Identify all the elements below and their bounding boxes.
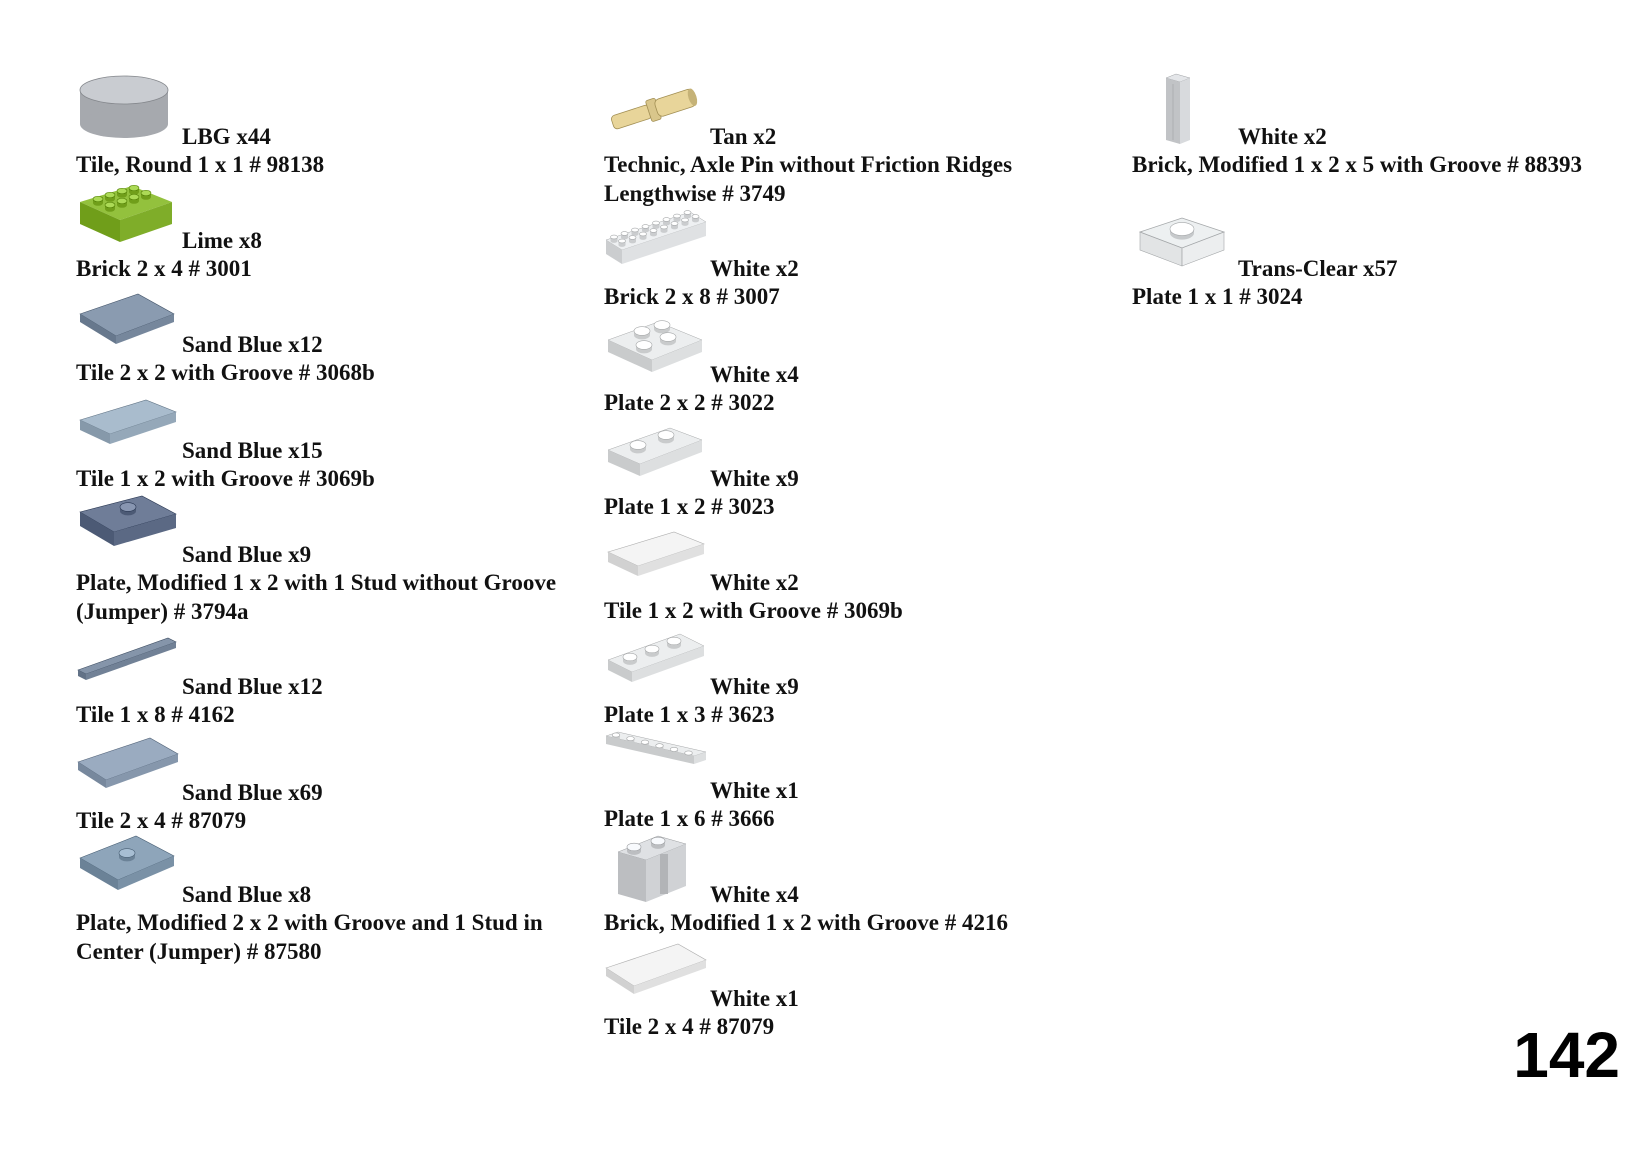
part-quantity: White x9 (710, 466, 799, 491)
tile-2x4-icon (76, 728, 180, 800)
part-header (76, 72, 586, 149)
plate-1x3-icon (604, 622, 708, 694)
part-header (604, 414, 1114, 491)
groove-brick-icon (604, 830, 708, 902)
part-header (604, 830, 1114, 907)
jumper-plate-icon (76, 490, 180, 562)
part-quantity: White x1 (710, 986, 799, 1011)
part-entry (604, 414, 1114, 521)
part-entry (604, 934, 1114, 1041)
part-quantity: White x2 (710, 256, 799, 281)
part-entry (1132, 72, 1632, 179)
part-name: Tile 2 x 4 # 87079 (76, 808, 247, 833)
part-entry (76, 176, 586, 283)
part-name: Plate 1 x 1 # 3024 (1132, 284, 1303, 309)
part-name: Plate 1 x 6 # 3666 (604, 806, 775, 831)
part-header (76, 280, 586, 357)
part-name: Tile 2 x 4 # 87079 (604, 1014, 775, 1039)
part-quantity: White x4 (710, 362, 799, 387)
part-header (76, 386, 586, 463)
part-header (1132, 72, 1632, 149)
part-name: Brick, Modified 1 x 2 x 5 with Groove # 88393 (1132, 152, 1582, 177)
tile-1x2-icon (76, 386, 180, 458)
part-quantity: White x4 (710, 882, 799, 907)
part-quantity: LBG x44 (182, 124, 271, 149)
part-name: Plate, Modified 1 x 2 with 1 Stud without Groove (Jumper) # 3794a (76, 570, 557, 624)
part-header (604, 518, 1114, 595)
part-header (76, 622, 586, 699)
part-entry (604, 726, 1114, 833)
part-entry (604, 830, 1114, 937)
part-entry (1132, 204, 1632, 311)
axle-pin-icon (604, 72, 708, 144)
part-header (76, 176, 586, 253)
part-quantity: White x9 (710, 674, 799, 699)
part-entry (604, 622, 1114, 729)
part-quantity: Sand Blue x12 (182, 674, 323, 699)
part-name: Plate, Modified 2 x 2 with Groove and 1 Stud in Center (Jumper) # 87580 (76, 910, 543, 964)
round-tile-icon (76, 72, 180, 144)
part-name: Technic, Axle Pin without Friction Ridges Lengthwise # 3749 (604, 152, 1013, 206)
tile-2x4-icon (604, 934, 708, 1006)
part-entry (76, 280, 586, 387)
plate-1x2-icon (604, 414, 708, 486)
part-name: Plate 1 x 2 # 3023 (604, 494, 775, 519)
part-name: Tile 2 x 2 with Groove # 3068b (76, 360, 375, 385)
plate-2x2-icon (604, 310, 708, 382)
part-entry (76, 830, 586, 966)
part-header (604, 310, 1114, 387)
part-header (76, 728, 586, 805)
part-entry (76, 622, 586, 729)
part-quantity: White x2 (1238, 124, 1327, 149)
part-quantity: Lime x8 (182, 228, 262, 253)
part-quantity: Trans-Clear x57 (1238, 256, 1398, 281)
part-header (76, 830, 586, 907)
part-entry (604, 310, 1114, 417)
part-quantity: Sand Blue x12 (182, 332, 323, 357)
part-name: Plate 1 x 3 # 3623 (604, 702, 775, 727)
part-quantity: Sand Blue x15 (182, 438, 323, 463)
tile-1x8-icon (76, 622, 180, 694)
part-quantity: Sand Blue x8 (182, 882, 312, 907)
part-quantity: White x1 (710, 778, 799, 803)
part-entry (76, 72, 586, 179)
part-entry (76, 386, 586, 493)
part-name: Brick 2 x 8 # 3007 (604, 284, 780, 309)
part-quantity: White x2 (710, 570, 799, 595)
part-quantity: Sand Blue x9 (182, 542, 312, 567)
part-name: Tile, Round 1 x 1 # 98138 (76, 152, 325, 177)
part-name: Brick 2 x 4 # 3001 (76, 256, 252, 281)
brick-2x4-icon (76, 176, 180, 248)
part-name: Plate 2 x 2 # 3022 (604, 390, 775, 415)
part-header (604, 726, 1114, 803)
tile-2x2-icon (76, 280, 180, 352)
part-quantity: Tan x2 (710, 124, 777, 149)
part-header (604, 622, 1114, 699)
part-entry (604, 518, 1114, 625)
part-entry (604, 72, 1114, 208)
part-quantity: Sand Blue x69 (182, 780, 323, 805)
jumper-2x2-icon (76, 830, 180, 902)
part-name: Brick, Modified 1 x 2 with Groove # 4216 (604, 910, 1008, 935)
part-header (76, 490, 586, 567)
part-header (604, 204, 1114, 281)
part-entry (76, 490, 586, 626)
part-header (1132, 204, 1632, 281)
brick-2x8-icon (604, 204, 708, 276)
page-number: 142 (1513, 1019, 1620, 1091)
part-name: Tile 1 x 2 with Groove # 3069b (604, 598, 903, 623)
part-name: Tile 1 x 2 with Groove # 3069b (76, 466, 375, 491)
part-header (604, 934, 1114, 1011)
tile-1x2-icon (604, 518, 708, 590)
part-header (604, 72, 1114, 149)
part-name: Tile 1 x 8 # 4162 (76, 702, 235, 727)
tall-brick-icon (1132, 72, 1236, 144)
part-entry (76, 728, 586, 835)
part-entry (604, 204, 1114, 311)
plate-1x1-icon (1132, 204, 1236, 276)
plate-1x6-icon (604, 726, 708, 798)
